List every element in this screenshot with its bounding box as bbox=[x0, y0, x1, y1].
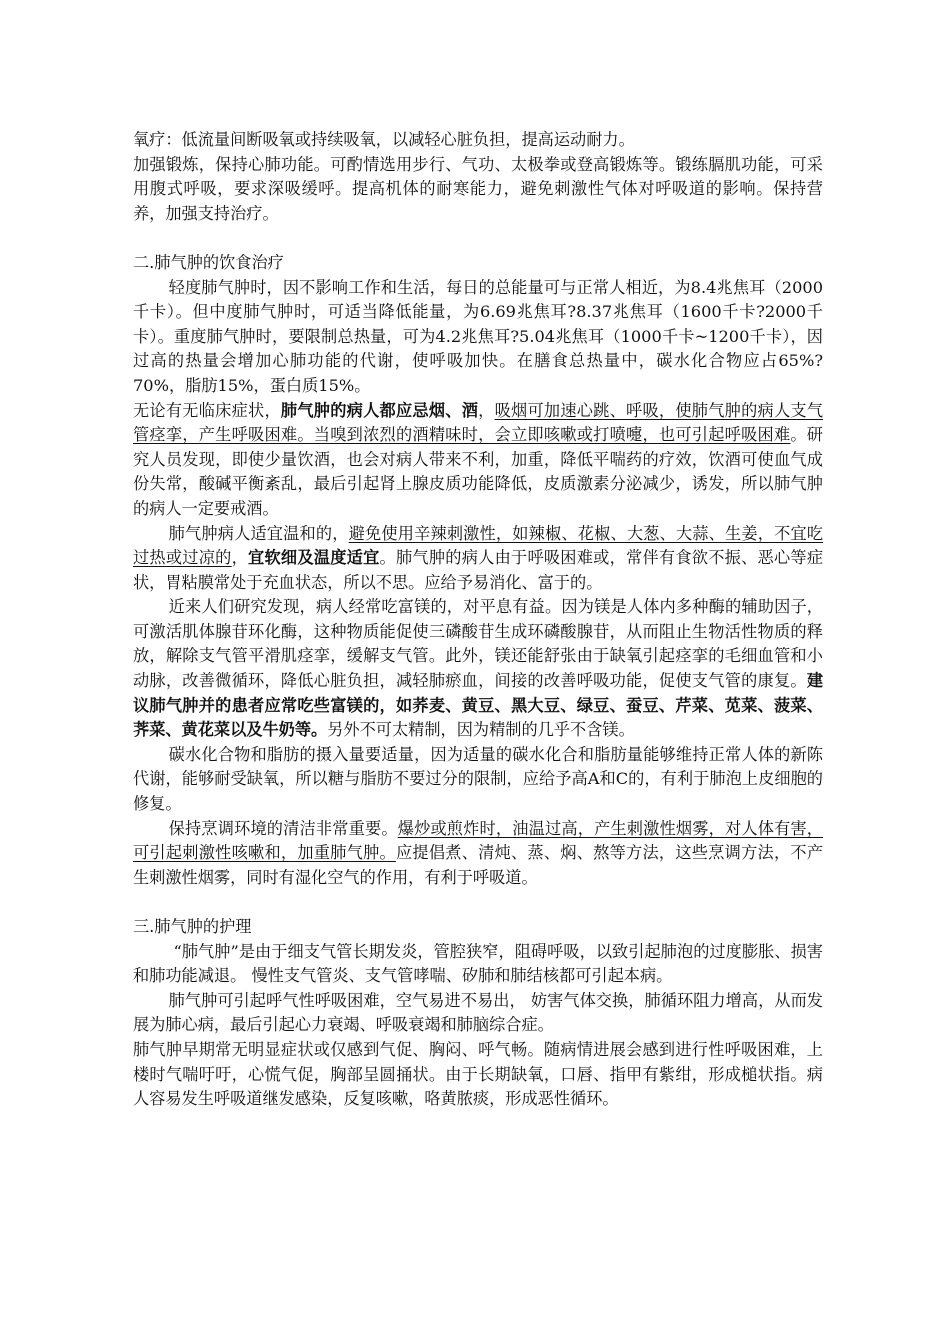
text-run: ， bbox=[478, 400, 495, 420]
oxygen-therapy-paragraph: 氧疗：低流量间断吸氧或持续吸氧，以减轻心脏负担，提高运动耐力。 bbox=[133, 130, 635, 149]
energy-paragraph: 轻度肺气肿时，因不影响工作和生活，每日的总能量可与正常人相近，为8.4兆焦耳（2000千卡）。但中度肺气肿时，可适当降低能量，为6.69兆焦耳?8.37兆焦耳（1600千卡?2000千卡）。重度肺气肿时，要限制总热量，可为4.2兆焦耳?5.04兆焦耳（1000千卡~1200千卡），因过高的热量会增加心肺功能的代谢，使呼吸加快。在膳食总热量中，碳水化合物应占65%?70%，脂肪15%，蛋白质15%。 bbox=[133, 277, 823, 395]
text-run: 肺气肿病人适宜温和的， bbox=[168, 523, 349, 543]
document-page bbox=[133, 128, 823, 1112]
section-heading-care: 三.肺气肿的护理 bbox=[133, 917, 252, 936]
text-run: ， bbox=[231, 548, 249, 568]
section-heading-diet: 二.肺气肿的饮食治疗 bbox=[133, 252, 284, 272]
text-run: 无论有无临床症状， bbox=[133, 400, 281, 420]
blank-line bbox=[133, 890, 823, 915]
complications-paragraph: 肺气肿可引起呼气性呼吸困难，空气易进不易出， 妨害气体交换，肺循环阻力增高，从而发展为肺心病，最后引起心力衰竭、呼吸衰竭和肺脑综合症。 bbox=[133, 990, 823, 1035]
exercise-paragraph: 加强锻炼，保持心肺功能。可酌情选用步行、气功、太极拳或登高锻炼等。锻练膈肌功能，可采用腹式呼吸，要求深吸缓呼。提高机体的耐寒能力，避免刺激性气体对呼吸道的影响。保持营养，加强支持治疗。 bbox=[133, 154, 823, 223]
cooking-paragraph bbox=[133, 817, 823, 891]
text-run: 近来人们研究发现，病人经常吃富镁的，对平息有益。因为镁是人体内多种酶的辅助因子，可激活肌体腺苷环化酶，这种物质能促使三磷酸苷生成环磷酸腺苷，从而阻止生物活性物质的释放，解除支气管平滑肌痉挛，缓解支气管。此外，镁还能舒张由于缺氧引起痉挛的毛细血管和小动脉，改善微循环，降低心脏负担，减轻肺瘀血，间接的改善呼吸功能，促使支气管的康复。 bbox=[133, 597, 823, 691]
bold-text: 肺气肿的病人都应忌烟、酒 bbox=[280, 400, 479, 420]
text-run: 。研究人员发现，即使少量饮酒，也会对病人带来不利，加重，降低平喘药的疗效，饮酒可使血气成份失常，酸碱平衡紊乱，最后引起肾上腺皮质功能降低，皮质激素分泌减少，诱发，所以肺气肿的病人一定要戒酒。 bbox=[133, 425, 823, 518]
symptoms-paragraph: 肺气肿早期常无明显症状或仅感到气促、胸闷、呼气畅。随病情进展会感到进行性呼吸困难，上楼时气喘吁吁，心慌气促，胸部呈圆捅状。由于长期缺氧，口唇、指甲有紫绀，形成槌状指。病人容易发生呼吸道继发感染，反复咳嗽，咯黄脓痰，形成恶性循环。 bbox=[133, 1039, 823, 1109]
smoking-drinking-paragraph bbox=[133, 399, 823, 522]
text-run: 。肺气肿的病人由于呼吸困难或，常伴有食欲不振、恶心等症状，胃粘膜常处于充血状态，所以不思。应给予易消化、富于的。 bbox=[133, 548, 824, 592]
bold-text: 宜软细及温度适宜 bbox=[248, 548, 380, 568]
underlined-text: 爆炒或煎炸时，油温过高，产生刺激性烟雾，对人体有害，可引起刺激性咳嗽和，加重肺气肿。 bbox=[133, 818, 823, 863]
underlined-text: 吸烟可加速心跳、呼吸，使肺气肿的病人支气管痉挛，产生呼吸困难。当嗅到浓烈的酒精味时，会立即咳嗽或打喷嚏，也可引起呼吸困难 bbox=[133, 400, 824, 445]
definition-paragraph: “肺气肿”是由于细支气管长期发炎，管腔狭窄，阻碍呼吸，以致引起肺泡的过度膨胀、损害和肺功能减退。 慢性支气管炎、支气管哮喘、矽肺和肺结核都可引起本病。 bbox=[133, 941, 823, 986]
carbohydrate-paragraph: 碳水化合物和脂肪的摄入量要适量，因为适量的碳水化合和脂肪量能够维持正常人体的新陈代谢，能够耐受缺氧，所以糖与脂肪不要过分的限制，应给予高A和C的，有利于肺泡上皮细胞的修复。 bbox=[133, 744, 823, 814]
mild-food-paragraph bbox=[133, 522, 823, 596]
blank-line bbox=[133, 226, 823, 251]
text-run: 保持烹调环境的清洁非常重要。 bbox=[168, 818, 398, 838]
underlined-text: 避免使用辛辣刺激性，如辣椒、花椒、大葱、大蒜、生姜，不宜吃过热或过凉的 bbox=[133, 523, 824, 568]
text-run: 应提倡煮、清炖、蒸、焖、熬等方法，这些烹调方法，不产生刺激性烟雾，同时有湿化空气的作用，有利于呼吸道。 bbox=[133, 843, 823, 887]
text-run: 另外不可太精制，因为精制的几乎不含镁。 bbox=[327, 720, 635, 740]
bold-text: 建议肺气肿并的患者应常吃些富镁的，如荞麦、黄豆、黑大豆、绿豆、蚕豆、芹菜、苋菜、菠菜、荠菜、黄花菜以及牛奶等。 bbox=[133, 671, 823, 740]
magnesium-paragraph bbox=[133, 595, 823, 743]
